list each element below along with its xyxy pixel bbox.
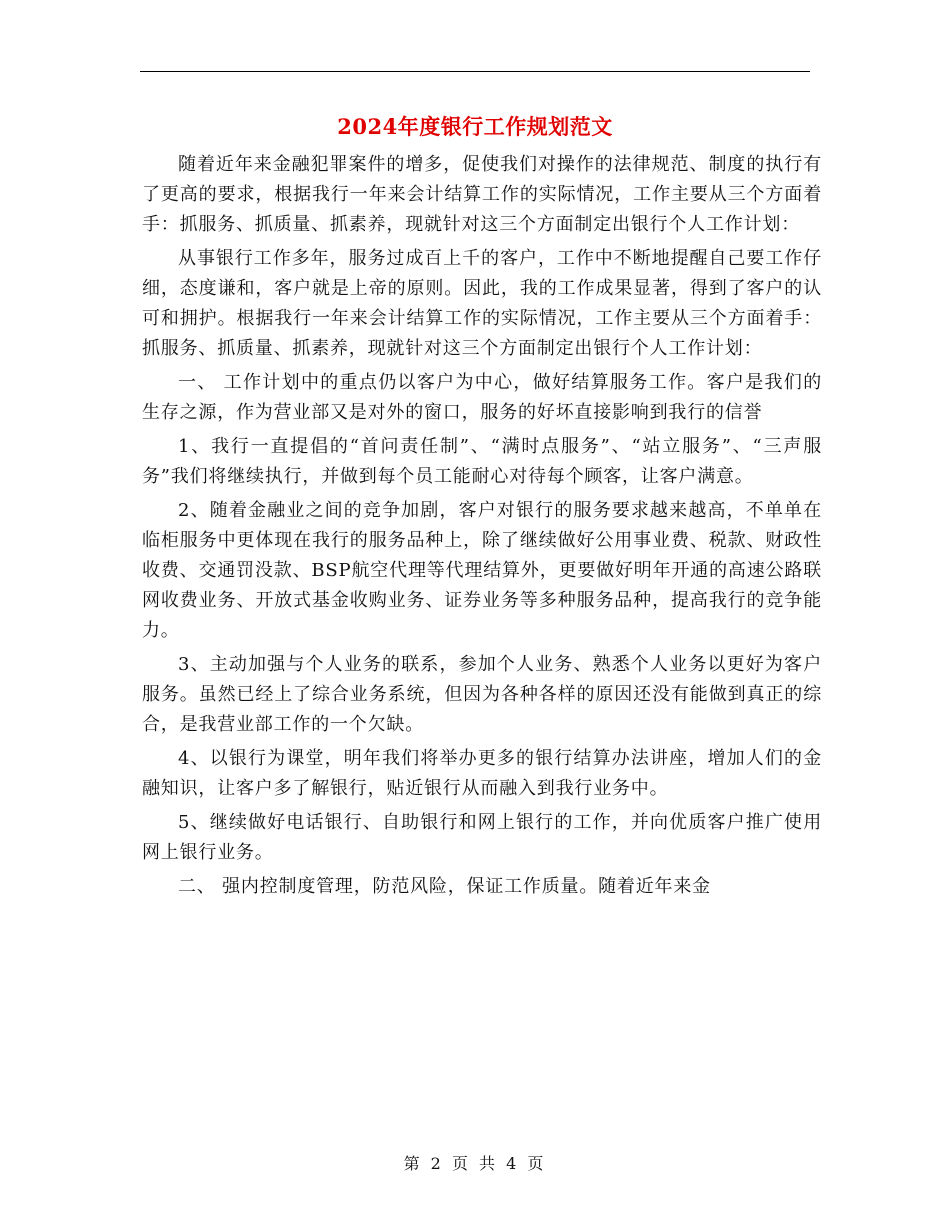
paragraph-intro: 随着近年来金融犯罪案件的增多，促使我们对操作的法律规范、制度的执行有了更高的要求，根据我行一年来会计结算工作的实际情况，工作主要从三个方面着手：抓服务、抓质量、抓素养，现就针对这三个方面制定出银行个人工作计划： [142,154,822,235]
paragraph-item-3: 3、主动加强与个人业务的联系，参加个人业务、熟悉个人业务以更好为客户服务。虽然已经上了综合业务系统，但因为各种各样的原因还没有能做到真正的综合，是我营业部工作的一个欠缺。 [142,654,822,735]
page-number-footer: 第 2 页 共 4 页 [403,1154,547,1173]
paragraph-item-1: 1、我行一直提倡的“首问责任制”、“满时点服务”、“站立服务”、“三声服务”我们将继续执行，并做到每个员工能耐心对待每个顾客，让客户满意。 [142,436,822,487]
paragraph-item-4: 4、以银行为课堂，明年我们将举办更多的银行结算办法讲座，增加人们的金融知识，让客户多了解银行，贴近银行从而融入到我行业务中。 [142,748,822,799]
document-body [142,150,822,902]
paragraph-item-5: 5、继续做好电话银行、自助银行和网上银行的工作，并向优质客户推广使用网上银行业务。 [142,812,822,863]
paragraph-experience: 从事银行工作多年，服务过成百上千的客户，工作中不断地提醒自己要工作仔细，态度谦和，客户就是上帝的原则。因此，我的工作成果显著，得到了客户的认可和拥护。根据我行一年来会计结算工作的实际情况，工作主要从三个方面着手：抓服务、抓质量、抓素养，现就针对这三个方面制定出银行个人工作计划： [142,248,822,359]
paragraph-section-one: 一、 工作计划中的重点仍以客户为中心，做好结算服务工作。客户是我们的生存之源，作为营业部又是对外的窗口，服务的好坏直接影响到我行的信誉 [142,372,822,423]
document-title: 2024年度银行工作规划范文 [337,114,613,139]
paragraph-section-two: 二、 强内控制度管理，防范风险，保证工作质量。随着近年来金 [178,876,711,897]
header-rule [140,71,810,72]
paragraph-item-2: 2、随着金融业之间的竞争加剧，客户对银行的服务要求越来越高，不单单在临柜服务中更体现在我行的服务品种上，除了继续做好公用事业费、税款、财政性收费、交通罚没款、BSP航空代理等代理结算外，更要做好明年开通的高速公路联网收费业务、开放式基金收购业务、证券业务等多种服务品种，提高我行的竞争能力。 [142,500,822,641]
